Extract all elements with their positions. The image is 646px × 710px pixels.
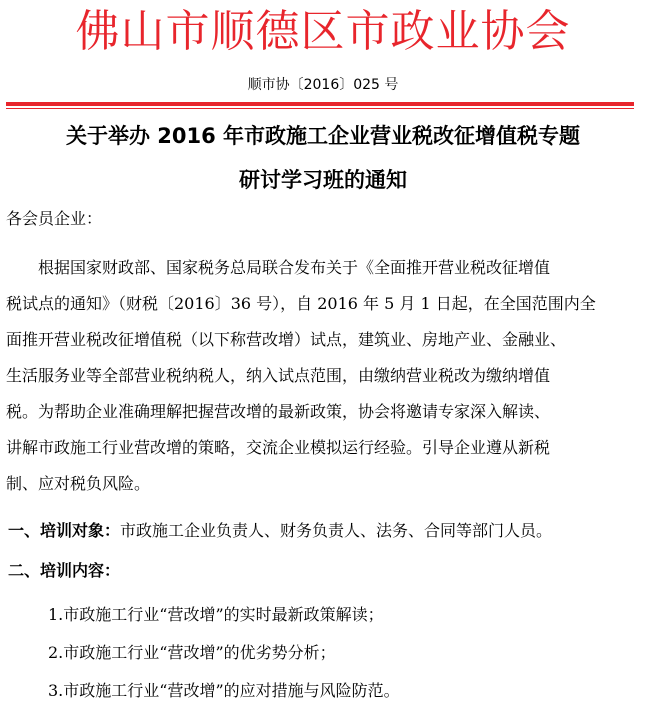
body-line: 税。为帮助企业准确理解把握营改增的最新政策，协会将邀请专家深入解读、 bbox=[6, 402, 551, 421]
section-heading: 二、培训内容： bbox=[8, 561, 121, 580]
list-item: 3.市政施工行业“营改增”的应对措施与风险防范。 bbox=[48, 681, 400, 700]
list-item: 1.市政施工行业“营改增”的实时最新政策解读； bbox=[48, 605, 384, 624]
body-line: 制、应对税负风险。 bbox=[6, 474, 151, 493]
list-item: 2.市政施工行业“营改增”的优劣势分析； bbox=[48, 643, 336, 662]
letterhead-rule-thick bbox=[6, 102, 634, 106]
section-heading: 一、培训对象： bbox=[8, 521, 121, 540]
body-line: 面推开营业税改征增值税（以下称营改增）试点，建筑业、房地产业、金融业、 bbox=[6, 330, 567, 349]
section-training-target bbox=[8, 520, 552, 542]
org-name: 佛山市顺德区市政业协会 bbox=[75, 6, 571, 57]
notice-title-line-1: 关于举办 2016 年市政施工企业营业税改征增值税专题 bbox=[65, 124, 581, 148]
body-line: 生活服务业等全部营业税纳税人，纳入试点范围，由缴纳营业税改为缴纳增值 bbox=[6, 366, 551, 385]
body-line: 根据国家财政部、国家税务总局联合发布关于《全面推开营业税改征增值 bbox=[38, 258, 551, 277]
section-training-content bbox=[8, 560, 120, 582]
notice-title-line-2: 研讨学习班的通知 bbox=[239, 168, 407, 192]
section-text: 市政施工企业负责人、财务负责人、法务、合同等部门人员。 bbox=[120, 521, 553, 540]
salutation: 各会员企业： bbox=[6, 209, 103, 228]
body-line: 税试点的通知》（财税〔2016〕36 号），自 2016 年 5 月 1 日起，在全国范围内全 bbox=[6, 294, 596, 313]
letterhead-rule-thin bbox=[6, 108, 634, 109]
document-number: 顺市协〔2016〕025 号 bbox=[247, 77, 399, 93]
body-line: 讲解市政施工行业营改增的策略，交流企业模拟运行经验。引导企业遵从新税 bbox=[6, 438, 551, 457]
